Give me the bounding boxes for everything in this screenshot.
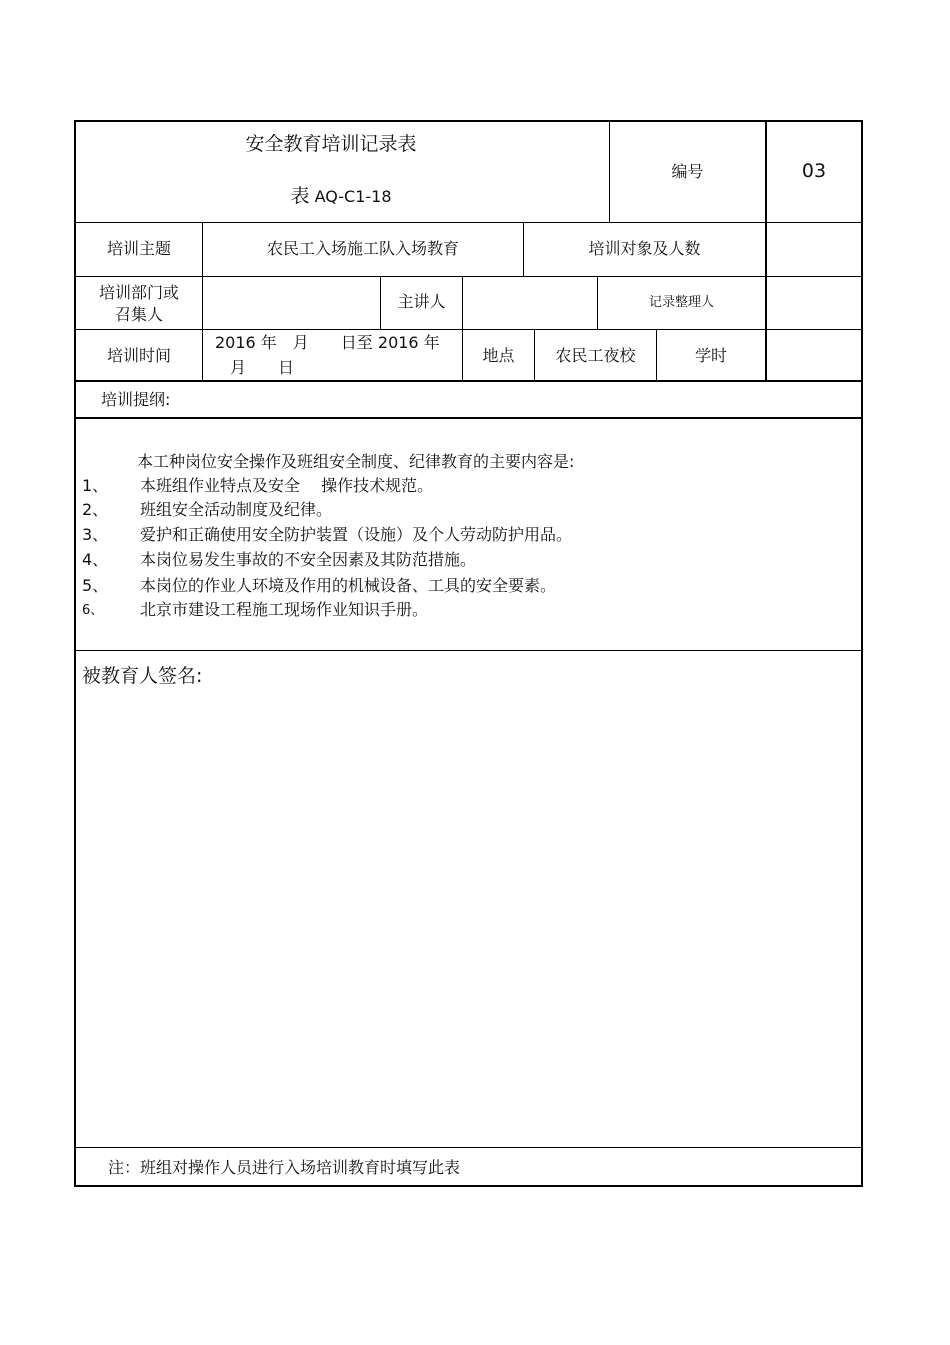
audience-label: 培训对象及人数 xyxy=(588,239,701,258)
list-item-number: 2、 xyxy=(82,500,109,519)
training-record-form xyxy=(74,120,863,1187)
outline-label: 培训提纲: xyxy=(101,390,171,409)
list-item-number: 1、 xyxy=(82,476,109,495)
list-item-text: 本班组作业特点及安全 操作技术规范。 xyxy=(140,476,434,495)
row-divider xyxy=(76,1147,861,1148)
place-label: 地点 xyxy=(482,346,515,365)
hours-label: 学时 xyxy=(694,346,727,365)
row-divider xyxy=(76,417,861,419)
place-value: 农民工夜校 xyxy=(555,346,636,365)
dept-label-line1: 培训部门或 xyxy=(98,283,179,302)
lecturer-label: 主讲人 xyxy=(397,292,446,311)
number-label: 编号 xyxy=(671,162,704,181)
list-item-text: 本岗位的作业人环境及作用的机械设备、工具的安全要素。 xyxy=(140,576,557,595)
form-title: 安全教育培训记录表 xyxy=(245,133,417,155)
time-value-line2: 月 日 xyxy=(230,358,295,377)
form-code-prefix: 表 xyxy=(290,185,310,207)
number-value: 03 xyxy=(801,160,827,182)
row-divider xyxy=(76,329,861,330)
time-label: 培训时间 xyxy=(106,346,171,365)
list-item-text: 北京市建设工程施工现场作业知识手册。 xyxy=(140,600,429,619)
topic-label: 培训主题 xyxy=(106,239,171,258)
dept-label-line2: 召集人 xyxy=(114,305,163,324)
row-divider xyxy=(76,380,861,382)
time-value-line1: 2016 年 月 日至 2016 年 xyxy=(215,333,440,352)
signature-area[interactable] xyxy=(76,692,861,1142)
list-item-number: 4、 xyxy=(82,550,109,569)
topic-value: 农民工入场施工队入场教育 xyxy=(266,239,459,258)
list-item-text: 爱护和正确使用安全防护装置（设施）及个人劳动防护用品。 xyxy=(140,525,573,544)
footer-note: 注：班组对操作人员进行入场培训教育时填写此表 xyxy=(108,1158,461,1177)
list-item-text: 班组安全活动制度及纪律。 xyxy=(140,500,333,519)
outline-intro: 本工种岗位安全操作及班组安全制度、纪律教育的主要内容是: xyxy=(137,452,575,471)
list-item-number: 3、 xyxy=(82,525,109,544)
signature-label: 被教育人签名: xyxy=(82,665,203,687)
list-item-number: 5、 xyxy=(82,576,109,595)
list-item-number: 6、 xyxy=(82,603,104,618)
list-item-text: 本岗位易发生事故的不安全因素及其防范措施。 xyxy=(140,550,477,569)
form-code-value: AQ-C1-18 xyxy=(314,187,392,206)
row-divider xyxy=(76,276,861,277)
row-divider xyxy=(76,222,861,223)
form-code xyxy=(76,186,606,207)
row-divider xyxy=(76,650,861,651)
recorder-label: 记录整理人 xyxy=(648,295,714,310)
